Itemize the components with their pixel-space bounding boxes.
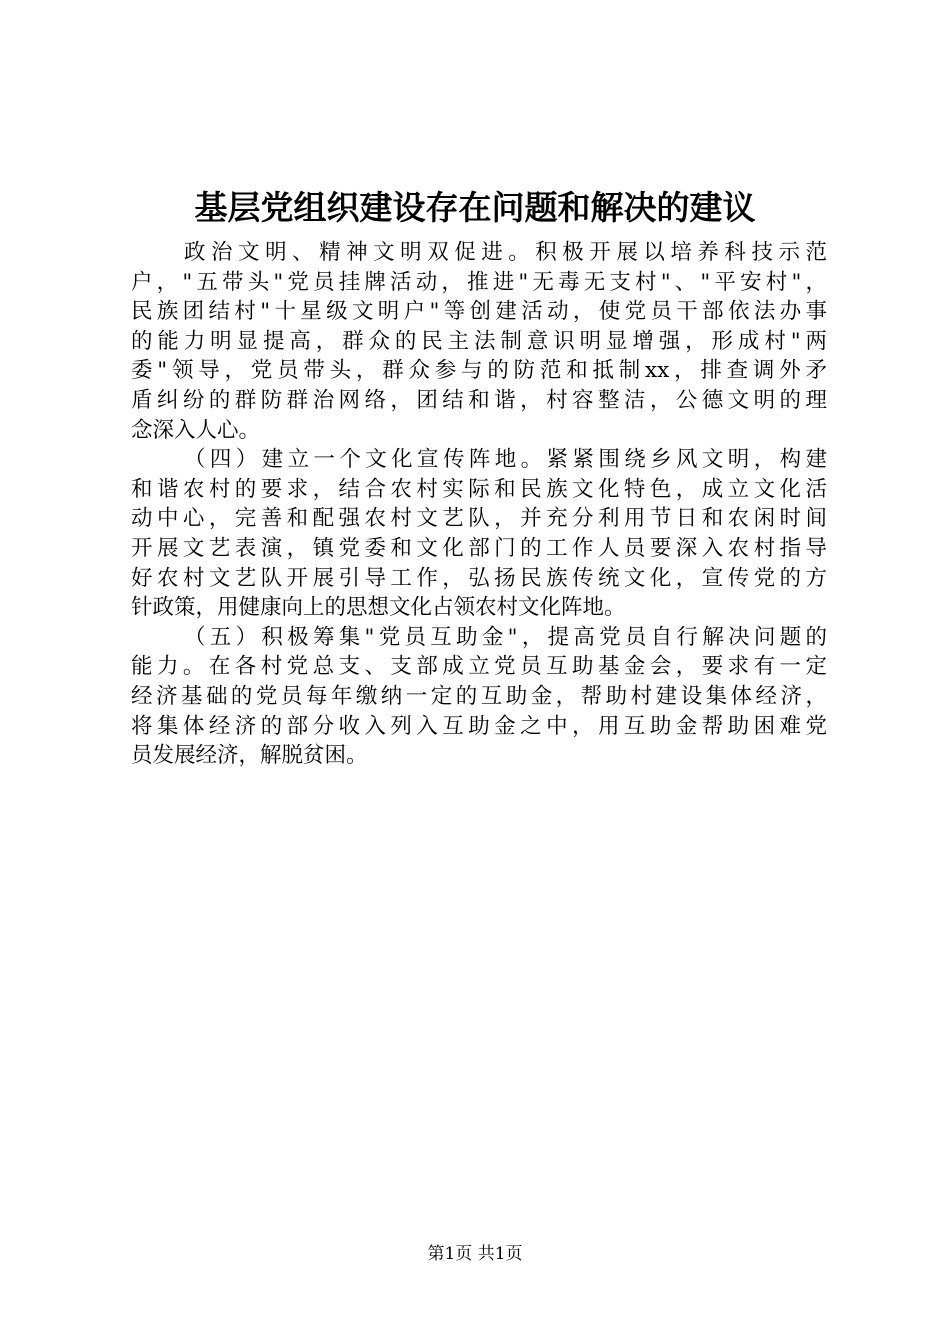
text-line: 的能力明显提高，群众的民主法制意识明显增强，形成村"两 bbox=[131, 328, 827, 354]
text-line: 政治文明、精神文明双促进。积极开展以培养科技示范 bbox=[184, 240, 827, 265]
text-line: 盾纠纷的群防群治网络，团结和谐，村容整洁，公德文明的理 bbox=[131, 387, 827, 413]
text-line: 开展文艺表演，镇党委和文化部门的工作人员要深入农村指导 bbox=[131, 535, 827, 561]
text-line: 动中心，完善和配强农村文艺队，并充分利用节日和农闲时间 bbox=[131, 506, 827, 532]
text-line: 念深入人心。 bbox=[131, 417, 261, 443]
text-line: 员发展经济，解脱贫困。 bbox=[131, 743, 368, 769]
text-line: 好农村文艺队开展引导工作，弘扬民族传统文化，宣传党的方 bbox=[131, 565, 827, 591]
page-footer: 第1页 共1页 bbox=[427, 1244, 523, 1264]
document-body bbox=[131, 238, 827, 771]
text-line: 委"领导，党员带头，群众参与的防范和抵制xx，排查调外矛 bbox=[131, 358, 827, 384]
text-line: 将集体经济的部分收入列入互助金之中，用互助金帮助困难党 bbox=[131, 713, 827, 739]
document-title: 基层党组织建设存在问题和解决的建议 bbox=[194, 188, 756, 227]
text-line: 针政策，用健康向上的思想文化占领农村文化阵地。 bbox=[131, 595, 626, 621]
paragraph bbox=[131, 445, 827, 623]
text-line: （四）建立一个文化宣传阵地。紧紧围绕乡风文明，构建 bbox=[184, 447, 827, 473]
paragraph bbox=[131, 623, 827, 771]
text-line: 民族团结村"十星级文明户"等创建活动，使党员干部依法办事 bbox=[131, 299, 827, 325]
paragraph bbox=[131, 238, 827, 445]
text-line: 户，"五带头"党员挂牌活动，推进"无毒无支村"、"平安村"， bbox=[131, 269, 827, 295]
text-line: 和谐农村的要求，结合农村实际和民族文化特色，成立文化活 bbox=[131, 476, 827, 502]
text-line: 能力。在各村党总支、支部成立党员互助基金会，要求有一定 bbox=[131, 654, 827, 680]
text-line: （五）积极筹集"党员互助金"，提高党员自行解决问题的 bbox=[184, 624, 827, 650]
text-line: 经济基础的党员每年缴纳一定的互助金，帮助村建设集体经济， bbox=[131, 683, 827, 709]
